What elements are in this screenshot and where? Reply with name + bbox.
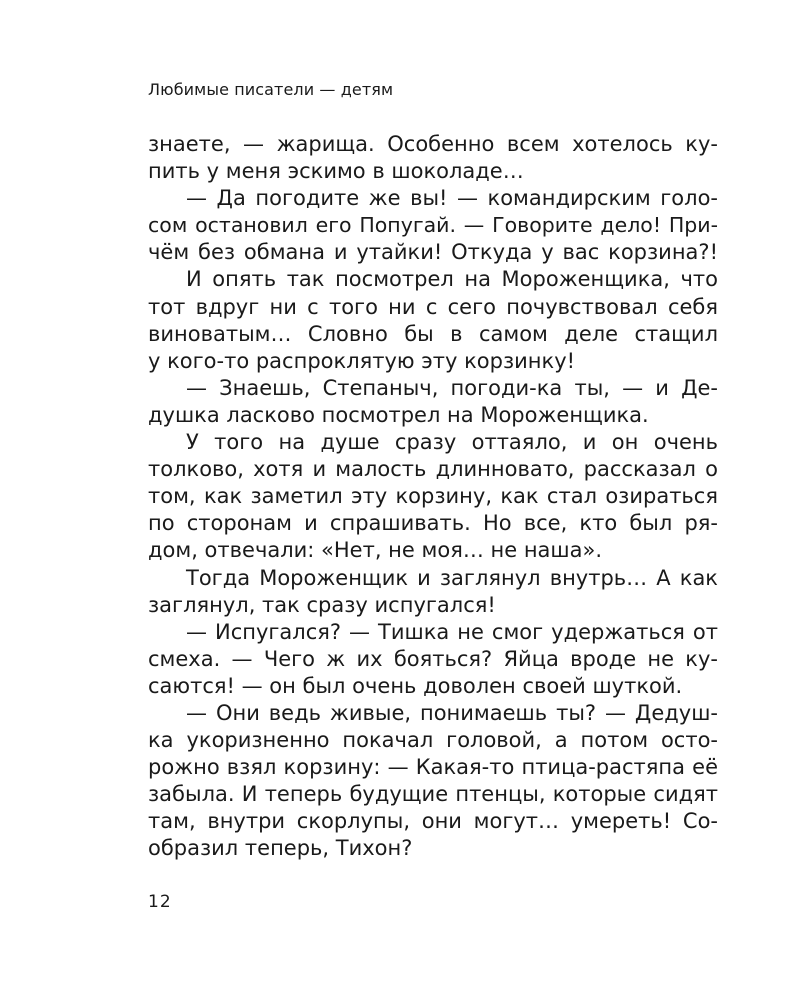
text-line: тот вдруг ни с того ни с сего почувствовал себя xyxy=(148,294,718,319)
text-line: по сторонам и спрашивать. Но все, кто был ря- xyxy=(148,511,718,536)
text-line: рожно взял корзину: — Какая-то птица-растяпа её xyxy=(148,755,718,780)
text-line: ка укоризненно покачал головой, а потом осто- xyxy=(148,728,718,753)
page-number: 12 xyxy=(148,892,172,912)
text-line: смеха. — Чего ж их бояться? Яйца вроде не ку- xyxy=(148,646,718,671)
text-line: знаете, — жарища. Особенно всем хотелось ку- xyxy=(148,132,718,156)
text-line: том, как заметил эту корзину, как стал озираться xyxy=(148,484,718,509)
text-line: И опять так посмотрел на Мороженщика, что xyxy=(186,267,718,292)
text-line: образил теперь, Тихон? xyxy=(148,836,413,861)
text-line: — Они ведь живые, понимаешь ты? — Дедуш- xyxy=(186,700,718,725)
text-line: сом остановил его Попугай. — Говорите дело! При- xyxy=(148,213,718,238)
text-line: виноватым… Словно бы в самом деле стащил xyxy=(148,321,718,346)
text-line: душка ласково посмотрел на Мороженщика. xyxy=(148,402,649,427)
text-line: — Знаешь, Степаныч, погоди-ка ты, — и Де- xyxy=(186,375,718,400)
text-line: Тогда Мороженщик и заглянул внутрь… А как xyxy=(186,565,718,590)
text-line: забыла. И теперь будущие птенцы, которые сидят xyxy=(148,782,718,807)
body-text xyxy=(148,131,718,863)
text-line: чём без обмана и утайки! Откуда у вас корзина?! xyxy=(148,240,718,265)
text-line: — Да погодите же вы! — командирским голо- xyxy=(186,186,718,211)
text-line: У того на душе сразу оттаяло, и он очень xyxy=(186,430,718,455)
text-line: там, внутри скорлупы, они могут… умереть! Со- xyxy=(148,809,718,834)
text-line: толково, хотя и малость длинновато, рассказал о xyxy=(148,457,718,482)
running-head: Любимые писатели — детям xyxy=(148,80,394,99)
text-line: дом, отвечали: «Нет, не моя… не наша». xyxy=(148,538,603,563)
text-line: пить у меня эскимо в шоколаде… xyxy=(148,159,524,184)
text-line: саются! — он был очень доволен своей шуткой. xyxy=(148,673,683,698)
text-line: — Испугался? — Тишка не смог удержаться от xyxy=(186,619,718,644)
text-line: заглянул, так сразу испугался! xyxy=(148,592,496,617)
text-line: у кого-то распроклятую эту корзинку! xyxy=(148,348,576,373)
